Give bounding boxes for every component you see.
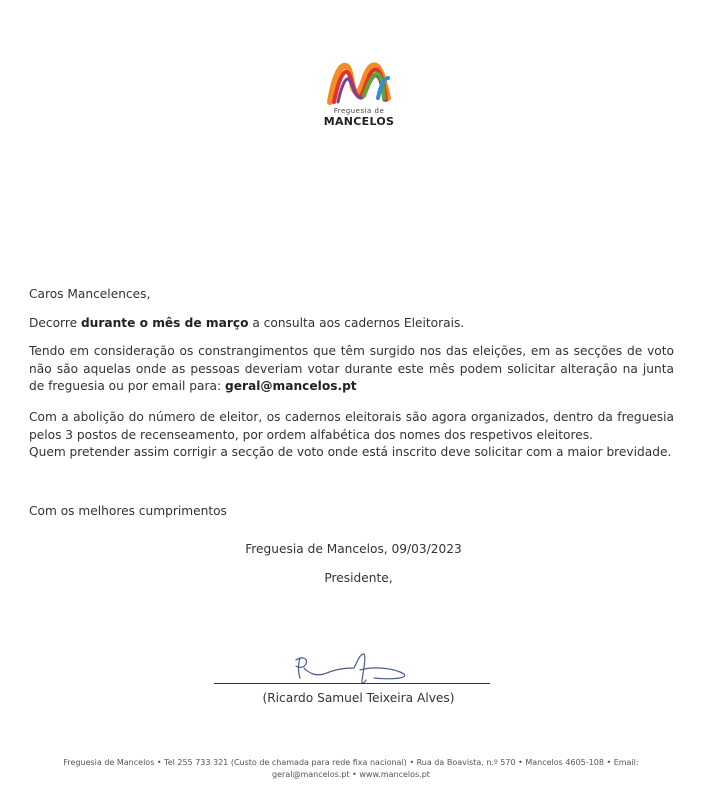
abolition-text: Com a abolição do número de eleitor, os cadernos eleitorais são agora organizados, dentro da freguesia pelos 3 postos de recenseamento, por ordem alfabética dos nomes dos respetivos eleitores. (29, 410, 674, 442)
place-date: Freguesia de Mancelos, 09/03/2023 (245, 542, 462, 556)
page-footer (40, 757, 662, 781)
signature-line (214, 683, 490, 684)
consultation-paragraph (29, 315, 674, 333)
freguesia-logo (304, 58, 414, 138)
change-request-paragraph (29, 343, 674, 396)
signature-area (214, 646, 490, 686)
signer-name: (Ricardo Samuel Teixeira Alves) (262, 691, 455, 705)
consultation-text-end: a consulta aos cadernos Eleitorais. (248, 316, 465, 330)
greeting-text: Caros Mancelences, (29, 287, 151, 301)
closing-paragraph (29, 503, 674, 521)
signer-role: Presidente, (324, 571, 393, 585)
consultation-text-start: Decorre (29, 316, 81, 330)
greeting-paragraph (29, 286, 674, 304)
footer-address: Freguesia de Mancelos • Tel 255 733 321 (Custo de chamada para rede fixa nacional) • Rua da Boavista, n.º 570 • Mancelos 4605-108 • Email: (63, 758, 639, 767)
logo-title: MANCELOS (323, 115, 395, 128)
logo-mark-icon (324, 58, 394, 108)
closing-text: Com os melhores cumprimentos (29, 504, 227, 518)
footer-contacts: geral@mancelos.pt • www.mancelos.pt (272, 770, 430, 779)
contact-email: geral@mancelos.pt (224, 379, 357, 393)
change-request-text: Tendo em consideração os constrangimentos que têm surgido nos das eleições, em as secções de voto não são aquelas onde as pessoas deveriam votar durante este mês podem solicitar alteração na junta de freguesia ou por email para: (29, 344, 674, 393)
consultation-period: durante o mês de março (80, 316, 249, 330)
correction-text: Quem pretender assim corrigir a secção de voto onde está inscrito deve solicitar com a maior brevidade. (29, 445, 672, 459)
logo-subtitle: Freguesia de (333, 107, 385, 115)
abolition-paragraph (29, 409, 674, 462)
handwritten-signature (214, 646, 490, 686)
